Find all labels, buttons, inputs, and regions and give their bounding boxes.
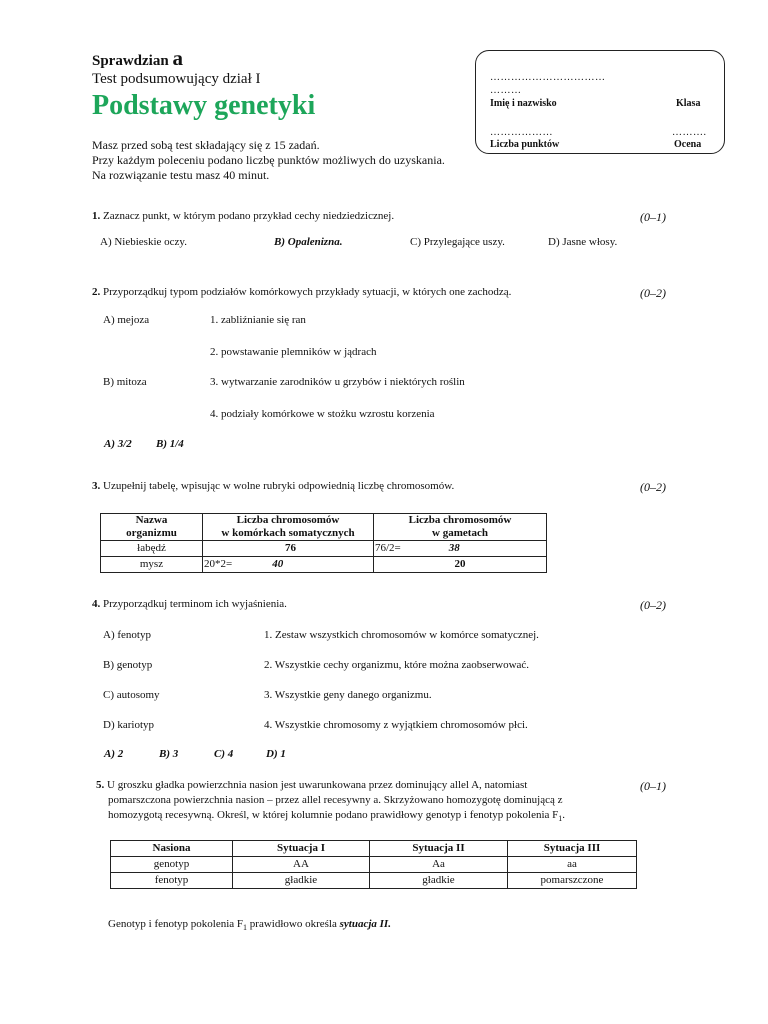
q4-answer-d: D) 1 <box>266 748 286 760</box>
q2-right-1: 1. zabliźnianie się ran <box>210 314 306 326</box>
page-title: Podstawy genetyki <box>92 90 316 121</box>
table-row <box>111 873 637 889</box>
intro-line-1: Masz przed sobą test składający się z 15 zadań. <box>92 138 320 152</box>
q5-points: (0–1) <box>640 779 666 793</box>
points-dots[interactable]: ……………… <box>490 127 553 138</box>
col-header-sytuacja-2: Sytuacja II <box>370 841 508 857</box>
class-label: Klasa <box>676 98 701 109</box>
q1-option-a[interactable]: A) Niebieskie oczy. <box>100 236 187 248</box>
intro-line-3: Na rozwiązanie testu masz 40 minut. <box>92 168 270 182</box>
table-row <box>101 557 547 573</box>
q2-answer-a: A) 3/2 <box>104 438 132 450</box>
cell-organism: mysz <box>101 557 203 573</box>
cell-gamete[interactable]: 76/2= 38 <box>374 541 547 557</box>
points-label: Liczba punktów <box>490 139 560 150</box>
q5-text-3: homozygotą recesywną. Określ, w której kolumnie podano prawidłowy genotyp i fenotyp pokolenia $F_1$. <box>108 809 566 824</box>
q4-points: (0–2) <box>640 598 666 612</box>
q5-text-2: pomarszczona powierzchnia nasion – przez allel recesywny a. Skrzyżowano homozygotę dominującą z <box>108 794 563 806</box>
q1-option-d[interactable]: D) Jasne włosy. <box>548 236 618 248</box>
q4-def-2: 2. Wszystkie cechy organizmu, które można zaobserwować. <box>264 659 530 671</box>
q2-right-4: 4. podziały komórkowe w stożku wzrostu korzenia <box>210 408 435 420</box>
grade-dots[interactable]: ………. <box>672 127 707 138</box>
q4-def-1: 1. Zestaw wszystkich chromosomów w komórce somatycznej. <box>264 629 539 641</box>
cell: aa <box>508 857 637 873</box>
q4-term-b: B) genotyp <box>103 659 153 671</box>
col-header-sytuacja-1: Sytuacja I <box>233 841 370 857</box>
q3-points: (0–2) <box>640 480 666 494</box>
cell: fenotyp <box>111 873 233 889</box>
q1-points: (0–1) <box>640 210 666 224</box>
table-row <box>101 541 547 557</box>
col-header-nasiona: Nasiona <box>111 841 233 857</box>
question-2: 2. Przyporządkuj typom podziałów komórkowych przykłady sytuacji, w których one zachodzą. <box>92 286 512 298</box>
col-header-organism: Nazwa organizmu <box>101 514 203 541</box>
q4-answer-a: A) 2 <box>104 748 124 760</box>
name-dots-2: ……… <box>490 85 522 96</box>
q2-points: (0–2) <box>640 286 666 300</box>
cell-somatic[interactable]: 20*2= 40 <box>203 557 374 573</box>
q1-option-b[interactable]: B) Opalenizna. <box>274 236 343 248</box>
q4-term-d: D) kariotyp <box>103 719 155 731</box>
q2-left-b: B) mitoza <box>103 376 147 388</box>
cell: AA <box>233 857 370 873</box>
q2-answer-b: B) 1/4 <box>156 438 184 450</box>
pea-table <box>110 840 637 889</box>
cell: Aa <box>370 857 508 873</box>
cell: gładkie <box>370 873 508 889</box>
q4-def-4: 4. Wszystkie chromosomy z wyjątkiem chromosomów płci. <box>264 719 528 731</box>
q4-answer-c: C) 4 <box>214 748 234 760</box>
q2-left-a: A) mejoza <box>103 314 150 326</box>
question-4: 4. Przyporządkuj terminom ich wyjaśnienia. <box>92 598 287 610</box>
cell-gamete[interactable]: 20 <box>374 557 547 573</box>
intro-line-2: Przy każdym poleceniu podano liczbę punktów możliwych do uzyskania. <box>92 153 445 167</box>
name-label: Imię i nazwisko <box>490 98 557 109</box>
q2-right-3: 3. wytwarzanie zarodników u grzybów i niektórych roślin <box>210 376 465 388</box>
q4-answer-b: B) 3 <box>159 748 179 760</box>
name-dots[interactable]: …………………………… <box>490 72 606 83</box>
table-row <box>111 857 637 873</box>
col-header-gamete: Liczba chromosomów w gametach <box>374 514 547 541</box>
q4-def-3: 3. Wszystkie geny danego organizmu. <box>264 689 432 701</box>
question-3: 3. Uzupełnij tabelę, wpisując w wolne rubryki odpowiednią liczbę chromosomów. <box>92 480 455 492</box>
question-1: 1. Zaznacz punkt, w którym podano przykład cechy niedziedzicznej. <box>92 210 395 222</box>
cell: gładkie <box>233 873 370 889</box>
cell-organism: łabędź <box>101 541 203 557</box>
cell: genotyp <box>111 857 233 873</box>
q2-right-2: 2. powstawanie plemników w jądrach <box>210 346 377 358</box>
q5-answer: Genotyp i fenotyp pokolenia $F_1$ prawidłowo określa sytuacja II. <box>108 918 391 933</box>
test-label: Sprawdzian a <box>92 46 183 70</box>
col-header-somatic: Liczba chromosomów w komórkach somatycznych <box>203 514 374 541</box>
q1-option-c[interactable]: C) Przylegające uszy. <box>410 236 505 248</box>
col-header-sytuacja-3: Sytuacja III <box>508 841 637 857</box>
question-5: 5. U groszku gładka powierzchnia nasion jest uwarunkowana przez dominujący allel A, natomiast <box>96 779 528 791</box>
cell: pomarszczone <box>508 873 637 889</box>
q4-term-a: A) fenotyp <box>103 629 151 641</box>
cell-somatic[interactable]: 76 <box>203 541 374 557</box>
test-subtitle: Test podsumowujący dział I <box>92 71 261 87</box>
chromosome-table <box>100 513 547 573</box>
q4-term-c: C) autosomy <box>103 689 160 701</box>
grade-label: Ocena <box>674 139 702 150</box>
